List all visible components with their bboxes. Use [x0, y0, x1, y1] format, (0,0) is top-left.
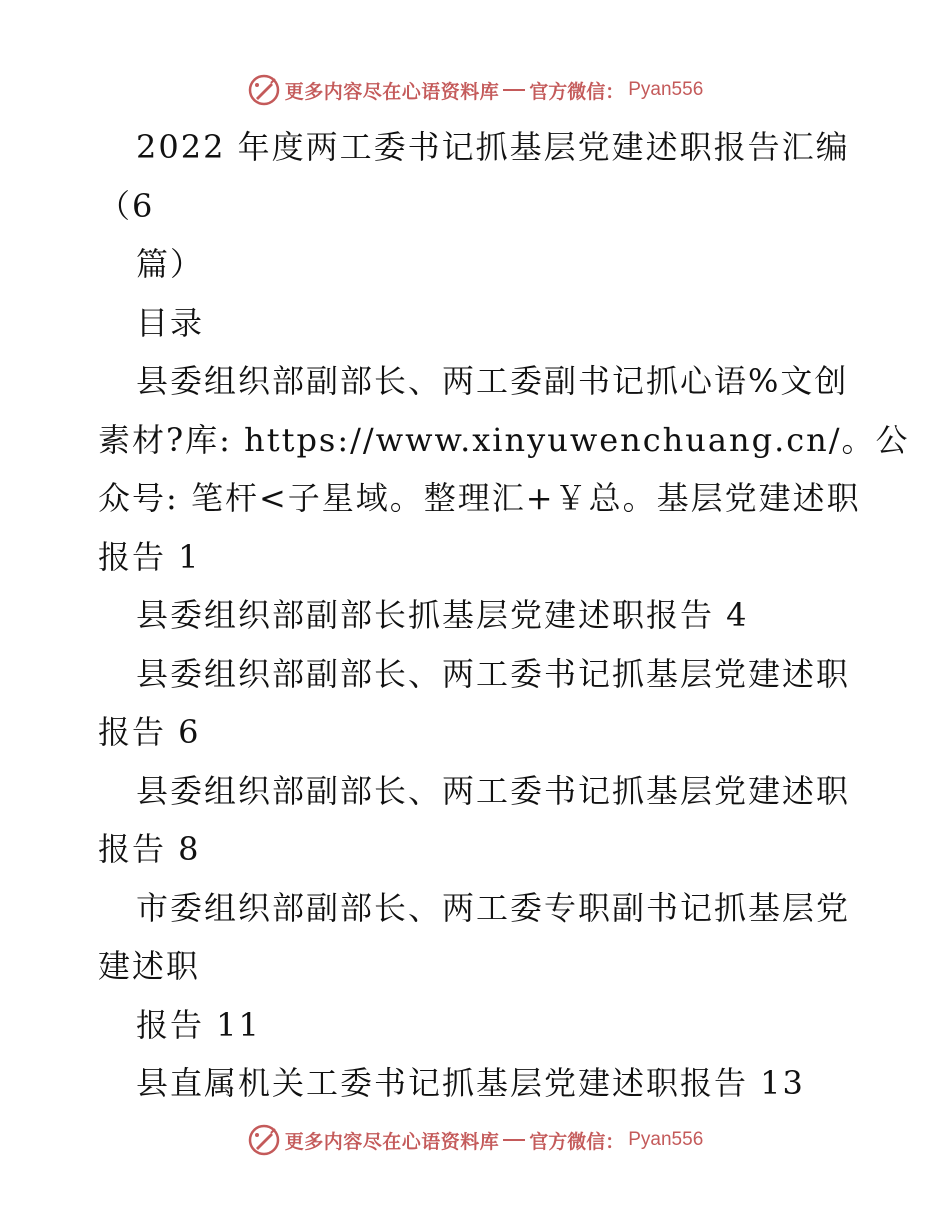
- toc-entry[interactable]: [98, 645, 858, 762]
- toc-entry[interactable]: [98, 352, 910, 586]
- toc-entry[interactable]: [98, 879, 858, 1055]
- banner-slogan: 更多内容尽在心语资料库: [284, 80, 500, 103]
- quill-pen-circle-icon: [247, 1123, 281, 1157]
- toc-entry-line: 县委组织部副部长、两工委书记抓基层党建述职: [136, 654, 851, 693]
- toc-entry[interactable]: [98, 586, 858, 645]
- header-watermark-banner: [0, 70, 950, 110]
- toc-heading: 目录: [136, 303, 205, 342]
- banner-wechat-label: 官方微信：: [529, 80, 625, 103]
- toc-entry-line: 县委组织部副部长抓基层党建述职报告 4: [136, 596, 749, 634]
- toc-entry[interactable]: [98, 1054, 858, 1113]
- banner-wechat-handle: Pyan556: [628, 79, 704, 100]
- document-title-line-2: （6: [98, 186, 155, 225]
- footer-watermark-banner: [0, 1120, 950, 1160]
- toc-entry-line: 县委组织部副部长、两工委书记抓基层党建述职: [136, 771, 851, 810]
- toc-entry-line: 建述职: [98, 947, 201, 985]
- toc-entry-line: 报告 6: [98, 713, 201, 751]
- banner-wechat-handle: Pyan556: [628, 1129, 704, 1150]
- banner-wechat-label: 官方微信：: [529, 1130, 625, 1153]
- toc-entry-line: 报告 8: [98, 830, 201, 868]
- toc-entry-line: 县委组织部副部长、两工委副书记抓心语%文创: [136, 362, 849, 400]
- toc-entry-line: 市委组织部副部长、两工委专职副书记抓基层党: [136, 888, 851, 927]
- toc-entry-line: 众号: 笔杆<子星域。整理汇+￥总。基层党建述职: [98, 479, 861, 517]
- toc-entry-line: 县直属机关工委书记抓基层党建述职报告 13: [136, 1064, 805, 1102]
- toc-entry[interactable]: [98, 762, 858, 879]
- banner-slogan: 更多内容尽在心语资料库: [284, 1130, 500, 1153]
- banner-separator: [503, 89, 525, 91]
- toc-entry-line: 报告 11: [136, 1005, 261, 1044]
- document-body: [98, 118, 910, 1113]
- toc-entry-line: 素材?库: https://www.xinyuwenchuang.cn/。公: [98, 420, 910, 459]
- banner-separator: [503, 1139, 525, 1141]
- quill-pen-circle-icon: [247, 73, 281, 107]
- document-title-line-3: 篇）: [136, 245, 205, 283]
- toc-entry-line: 报告 1: [98, 537, 201, 576]
- document-title-line-1: 2022 年度两工委书记抓基层党建述职报告汇编: [136, 128, 850, 166]
